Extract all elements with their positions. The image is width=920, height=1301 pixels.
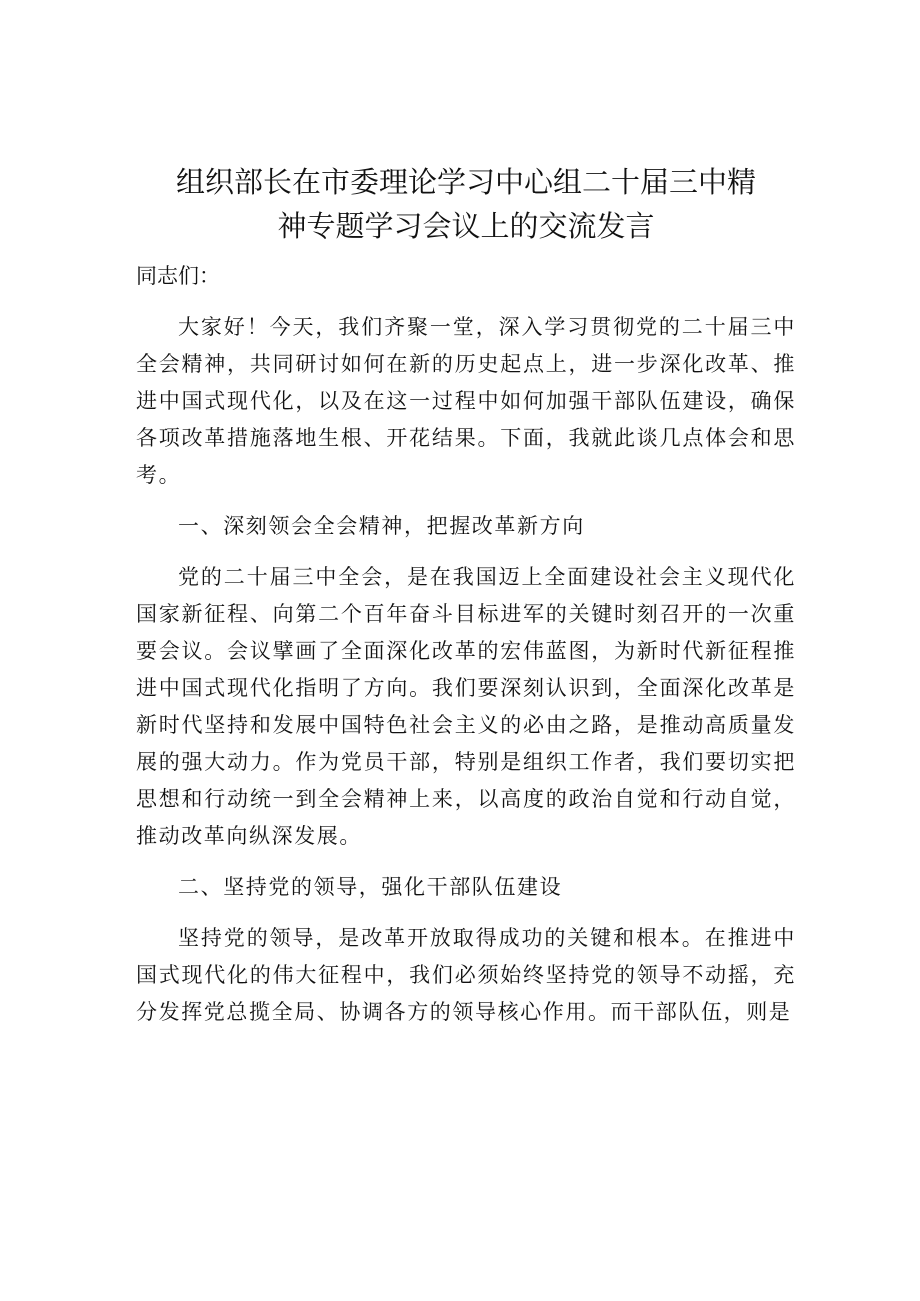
document-title bbox=[112, 160, 820, 248]
intro-paragraph: 大家好！今天，我们齐聚一堂，深入学习贯彻党的二十届三中全会精神，共同研讨如何在新的历史起点上，进一步深化改革、推进中国式现代化，以及在这一过程中如何加强干部队伍建设，确保各项改革措施落地生根、开花结果。下面，我就此谈几点体会和思考。 bbox=[136, 315, 796, 487]
section-2-paragraph: 坚持党的领导，是改革开放取得成功的关键和根本。在推进中国式现代化的伟大征程中，我们必须始终坚持党的领导不动摇，充分发挥党总揽全局、协调各方的领导核心作用。而干部队伍，则是 bbox=[136, 926, 796, 1024]
section-1-heading: 一、深刻领会全会精神，把握改革新方向 bbox=[178, 514, 585, 538]
title-line-1: 组织部长在市委理论学习中心组二十届三中精 bbox=[175, 165, 756, 199]
salutation: 同志们： bbox=[136, 264, 220, 288]
title-line-2: 神专题学习会议上的交流发言 bbox=[277, 209, 655, 243]
section-1-paragraph: 党的二十届三中全会，是在我国迈上全面建设社会主义现代化国家新征程、向第二个百年奋斗目标进军的关键时刻召开的一次重要会议。会议擘画了全面深化改革的宏伟蓝图，为新时代新征程推进中国式现代化指明了方向。我们要深刻认识到，全面深化改革是新时代坚持和发展中国特色社会主义的必由之路，是推动高质量发展的强大动力。作为党员干部，特别是组织工作者，我们要切实把思想和行动统一到全会精神上来，以高度的政治自觉和行动自觉，推动改革向纵深发展。 bbox=[136, 565, 796, 848]
document-page bbox=[136, 160, 796, 1031]
section-2-heading: 二、坚持党的领导，强化干部队伍建设 bbox=[178, 875, 563, 899]
